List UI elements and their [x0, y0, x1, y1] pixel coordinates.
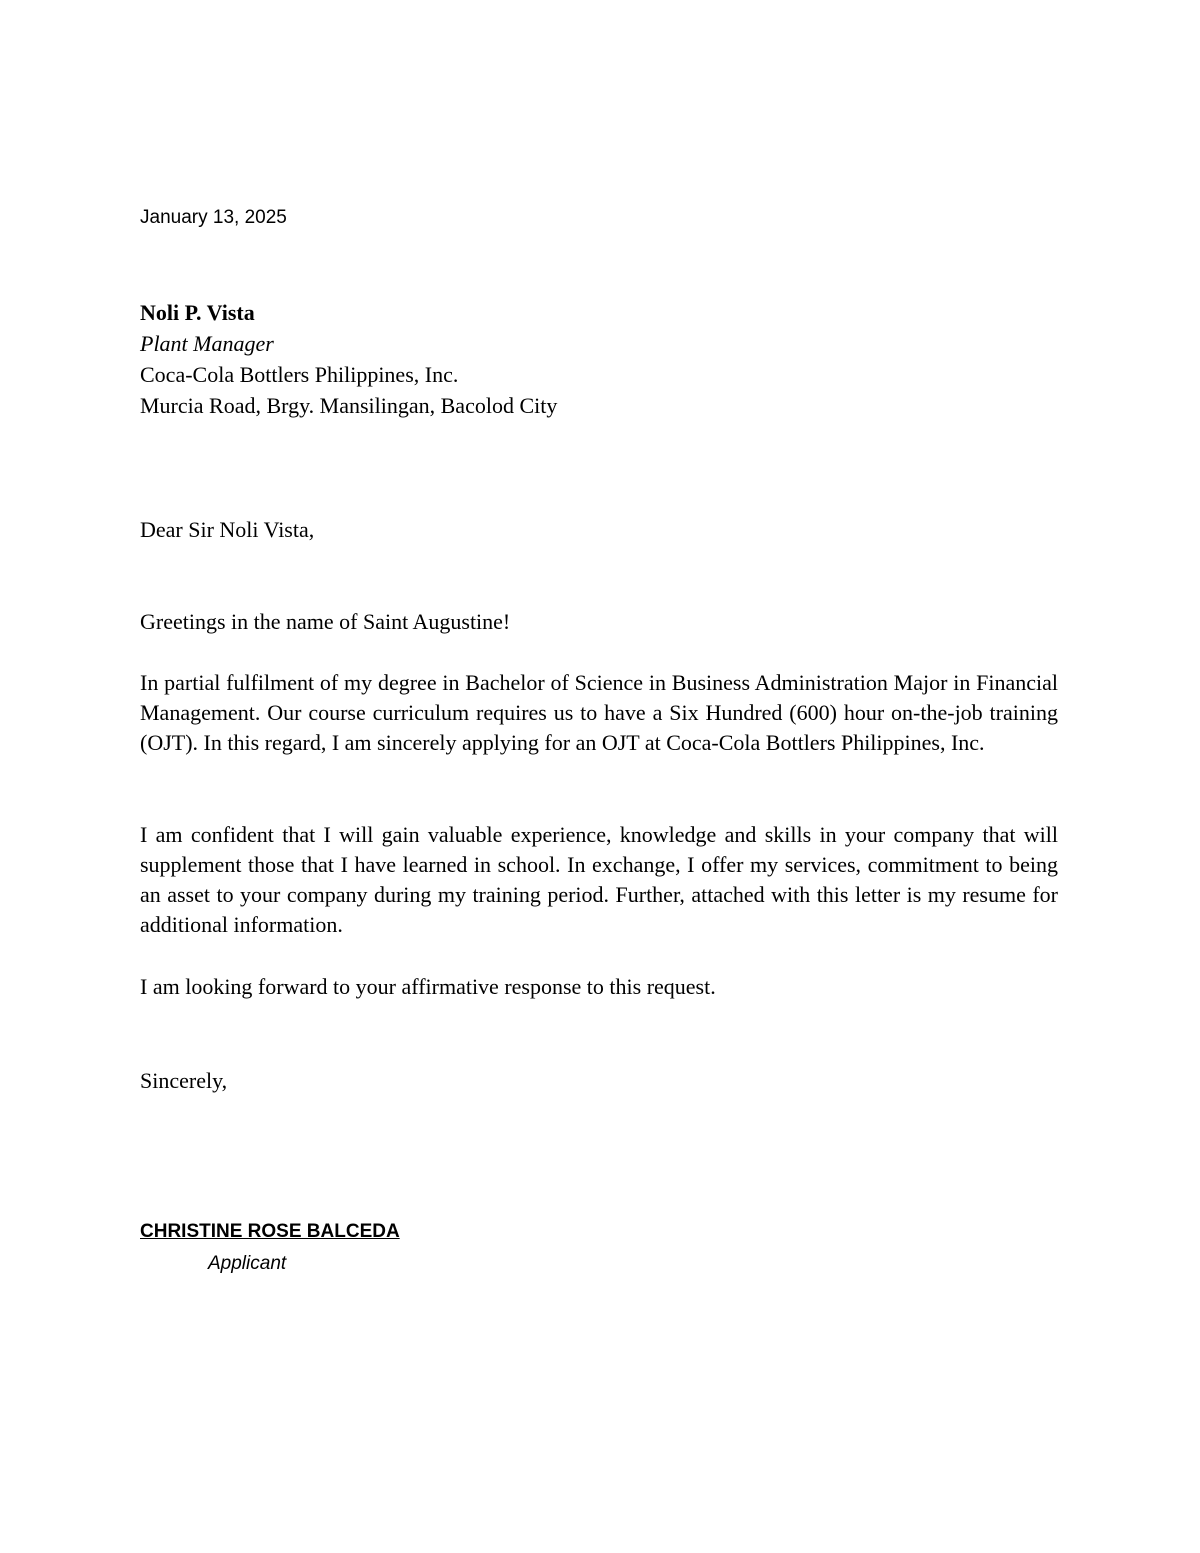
body-paragraph-1: In partial fulfilment of my degree in Bachelor of Science in Business Administration Major in Financial Management. Our course curriculum requires us to have a Six Hundred (600) hour on-the-job training (OJT). In this regard, I am sincerely applying for an OJT at Coca-Cola Bottlers Philippines, Inc.: [140, 670, 1058, 755]
recipient-block: [140, 297, 557, 421]
greeting: Greetings in the name of Saint Augustine!: [140, 609, 511, 634]
salutation: Dear Sir Noli Vista,: [140, 517, 315, 542]
signer-role: Applicant: [208, 1253, 287, 1274]
recipient-name: Noli P. Vista: [140, 300, 255, 325]
body-paragraph-3: I am looking forward to your affirmative response to this request.: [140, 974, 716, 999]
letter-date: January 13, 2025: [140, 207, 287, 228]
recipient-company: Coca-Cola Bottlers Philippines, Inc.: [140, 362, 459, 387]
recipient-address: Murcia Road, Brgy. Mansilingan, Bacolod City: [140, 393, 558, 418]
signer-name: CHRISTINE ROSE BALCEDA: [140, 1221, 400, 1242]
recipient-title: Plant Manager: [140, 331, 274, 356]
body-paragraph-2: I am confident that I will gain valuable experience, knowledge and skills in your company that will supplement those that I have learned in school. In exchange, I offer my services, commitment to being an asset to your company during my training period. Further, attached with this letter is my resume for additional information.: [140, 822, 1058, 937]
closing: Sincerely,: [140, 1068, 228, 1093]
